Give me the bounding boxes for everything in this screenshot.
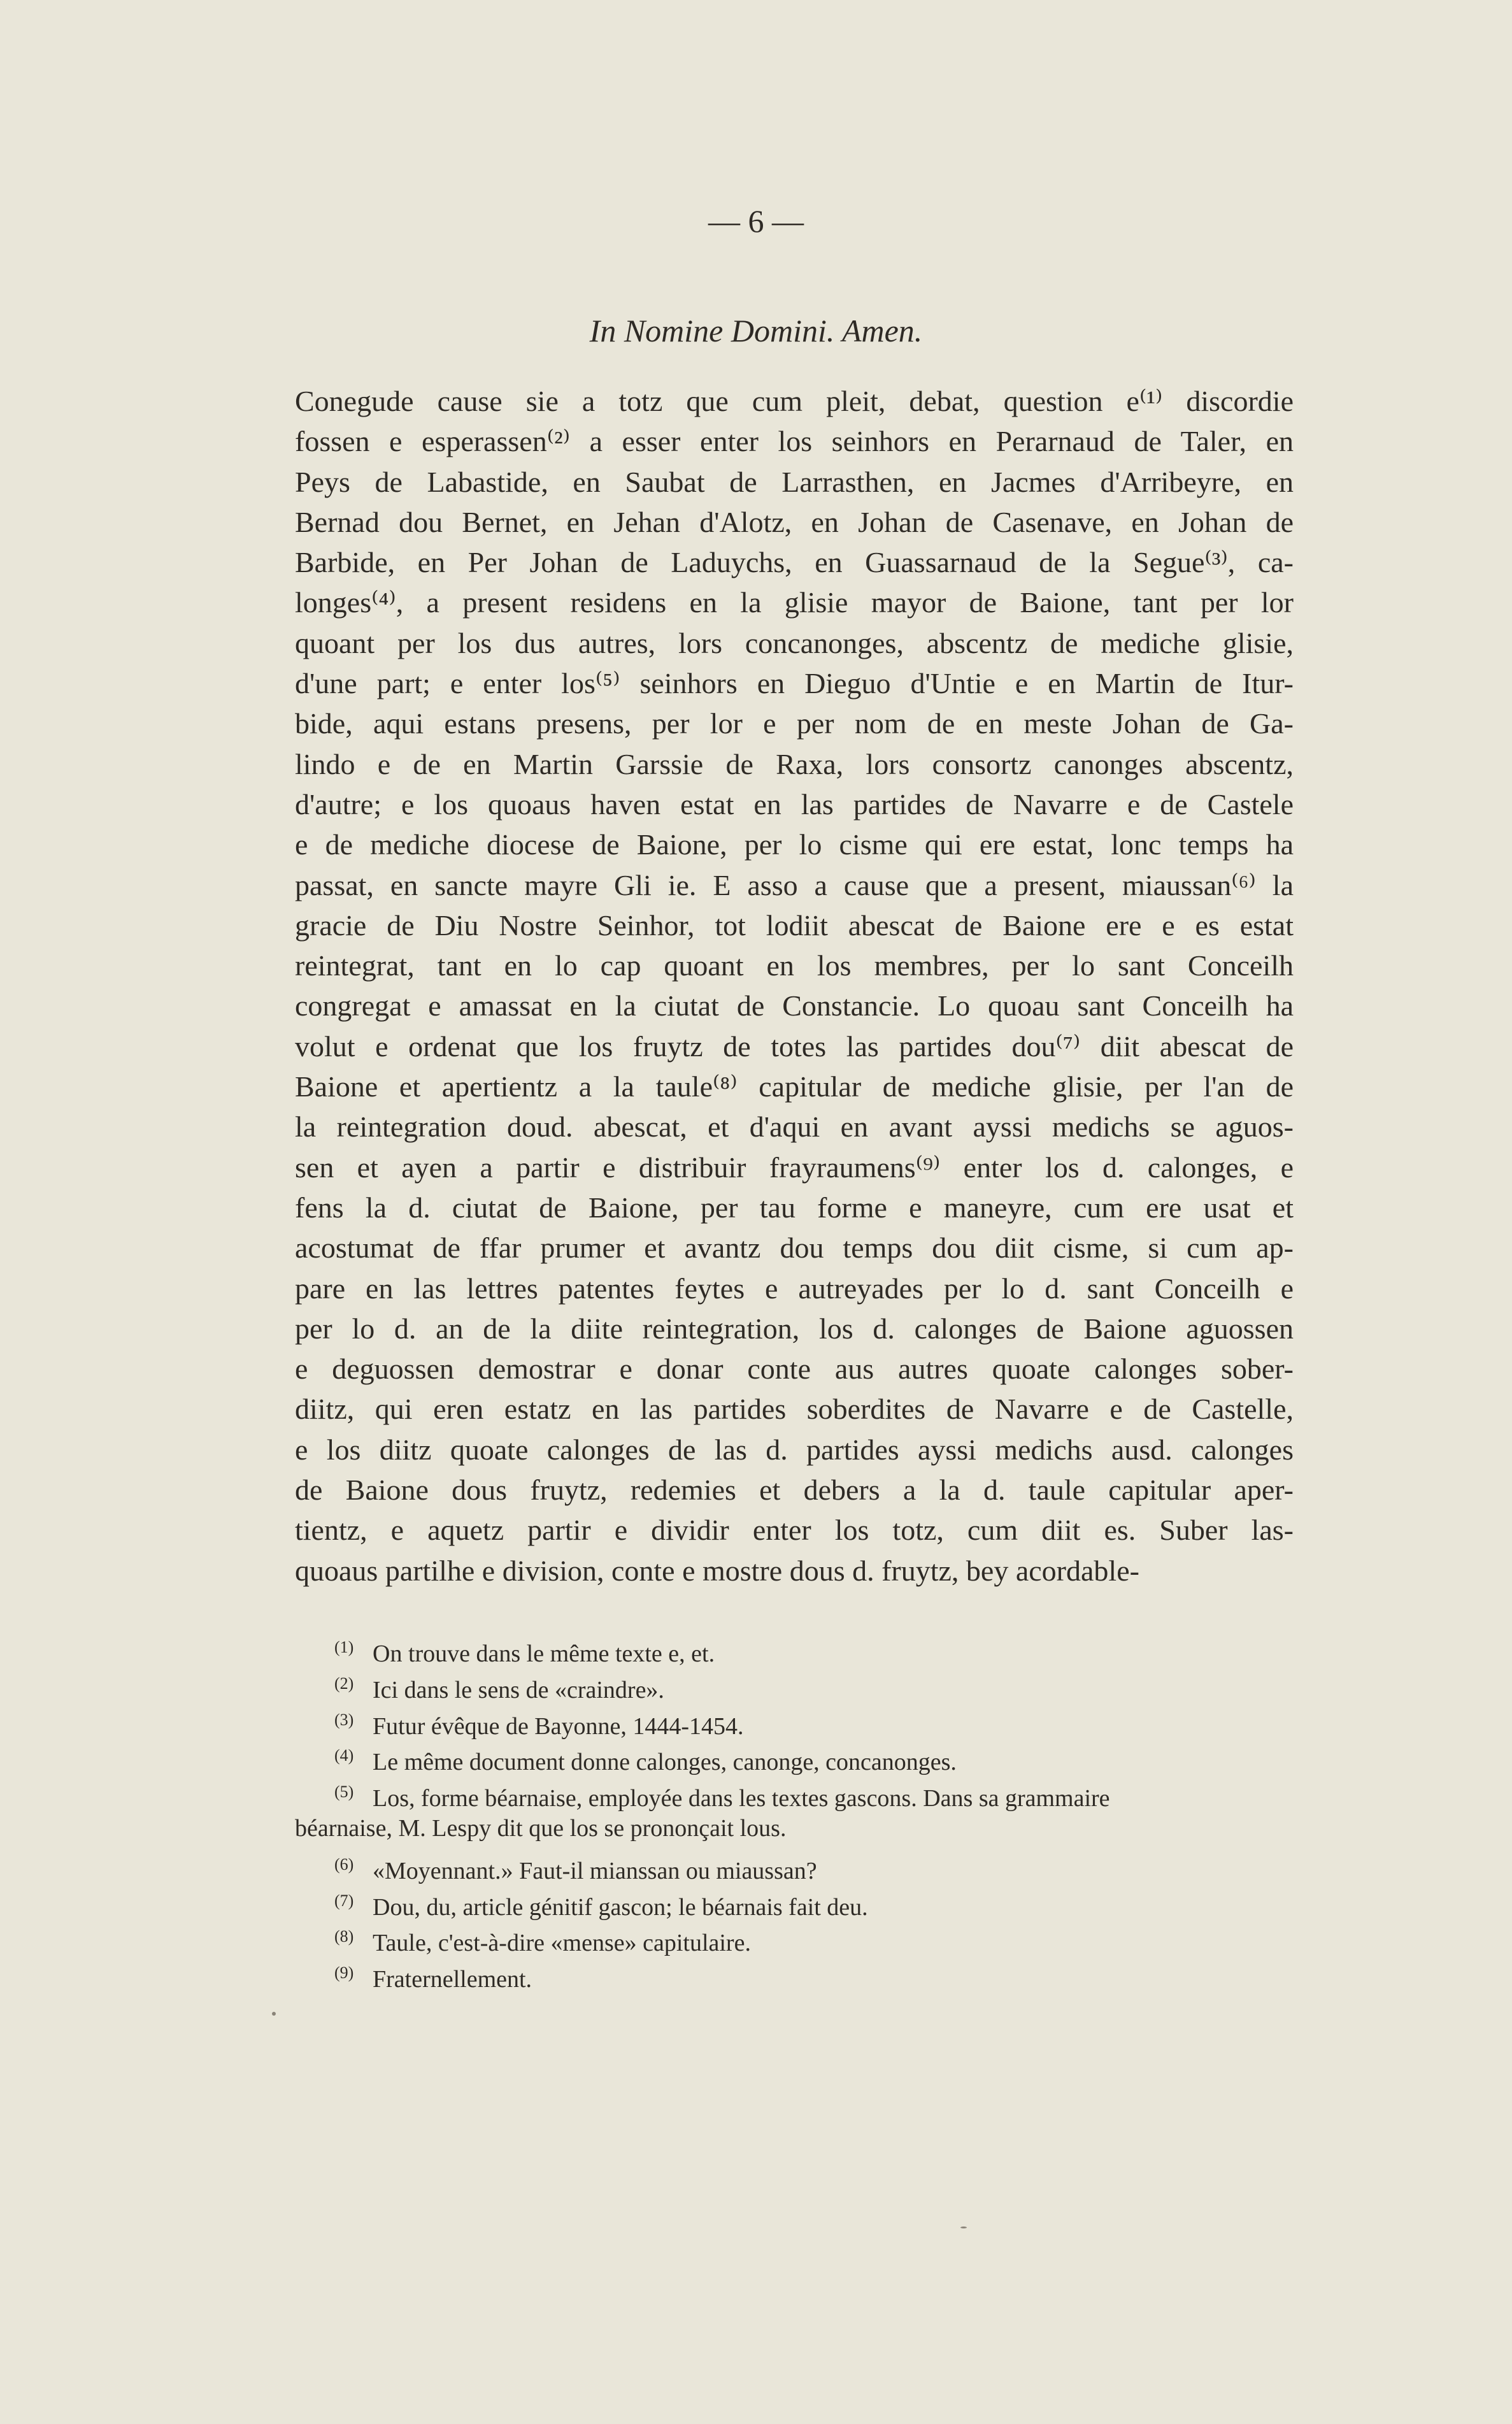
- body-line: volut e ordenat que los fruytz de totes las partides dou⁽⁷⁾ diit abescat de: [295, 1029, 1294, 1063]
- body-line: Conegude cause sie a totz que cum pleit, debat, question e⁽¹⁾ discordie: [295, 385, 1294, 417]
- body-line: tientz, e aquetz partir e dividir enter los totz, cum diit es. Suber las-: [295, 1514, 1294, 1547]
- footnote: [295, 1919, 1294, 1955]
- footnote-mark: (7): [334, 1891, 354, 1910]
- paper-speck: [960, 2227, 967, 2228]
- body-line: pare en las lettres patentes feytes e autreyades per lo d. sant Conceilh e: [295, 1272, 1294, 1305]
- body-line: e los diitz quoate calonges de las d. partides ayssi medichs ausd. calonges: [295, 1433, 1294, 1466]
- footnote-text: Ici dans le sens de «craindre».: [373, 1676, 664, 1703]
- footnote-text: Taule, c'est-à-dire «mense» capitulaire.: [373, 1930, 751, 1957]
- body-text: [295, 381, 1294, 1591]
- body-line: congregat e amassat en la ciutat de Constancie. Lo quoau sant Conceilh ha: [295, 989, 1294, 1022]
- body-line: quoant per los dus autres, lors concanonges, abscentz de mediche glisie,: [295, 626, 1294, 659]
- body-line: e deguossen demostrar e donar conte aus autres quoate calonges sober-: [295, 1352, 1294, 1386]
- footnote-mark: (9): [334, 1963, 354, 1983]
- footnote-mark: (4): [334, 1746, 354, 1765]
- footnote: [295, 1666, 1294, 1702]
- body-line: Bernad dou Bernet, en Jehan d'Alotz, en Johan de Casenave, en Johan de: [295, 505, 1294, 538]
- body-line: fens la d. ciutat de Baione, per tau forme e maneyre, cum ere usat et: [295, 1191, 1294, 1224]
- footnote: [295, 1738, 1294, 1774]
- footnote-text: béarnaise, M. Lespy dit que los se prononçait lous.: [295, 1814, 787, 1842]
- body-line: d'autre; e los quoaus haven estat en las partides de Navarre e de Castele: [295, 787, 1294, 821]
- section-heading: In Nomine Domini. Amen.: [589, 313, 923, 348]
- footnote-text: «Moyennant.» Faut-il mianssan ou miaussan?: [373, 1857, 817, 1884]
- footnote: [295, 1630, 1294, 1666]
- footnote-text: Los, forme béarnaise, employée dans les textes gascons. Dans sa grammaire: [373, 1785, 1110, 1812]
- paper-speck: [272, 2012, 276, 2016]
- footnote-text: On trouve dans le même texte e, et.: [373, 1640, 715, 1667]
- footnote-text: Dou, du, article génitif gascon; le béarnais fait deu.: [373, 1893, 868, 1921]
- footnote-mark: (3): [334, 1710, 354, 1729]
- footnote: [295, 1955, 1294, 1991]
- body-line: sen et ayen a partir e distribuir frayraumens⁽⁹⁾ enter los d. calonges, e: [295, 1151, 1294, 1184]
- footnote-text: Futur évêque de Bayonne, 1444-1454.: [373, 1712, 744, 1740]
- footnote-text: Le même document donne calonges, canonge, concanonges.: [373, 1749, 957, 1776]
- footnote: [295, 1847, 1294, 1883]
- body-line: d'une part; e enter los⁽⁵⁾ seinhors en Dieguo d'Untie e en Martin de Itur-: [295, 667, 1294, 700]
- body-line: de Baione dous fruytz, redemies et debers a la d. taule capitular aper-: [295, 1474, 1294, 1507]
- body-line: fossen e esperassen⁽²⁾ a esser enter los seinhors en Perarnaud de Taler, en: [295, 425, 1294, 458]
- body-line: passat, en sancte mayre Gli ie. E asso a cause que a present, miaussan⁽⁶⁾ la: [295, 868, 1294, 901]
- body-line: Barbide, en Per Johan de Laduychs, en Guassarnaud de la Segue⁽³⁾, ca-: [295, 546, 1294, 579]
- body-line: e de mediche diocese de Baione, per lo cisme qui ere estat, lonc temps ha: [295, 828, 1294, 861]
- body-line: la reintegration doud. abescat, et d'aqui en avant ayssi medichs se aguos-: [295, 1110, 1294, 1144]
- footnote-mark: (5): [334, 1782, 354, 1802]
- body-line: quoaus partilhe e division, conte e mostre dous d. fruytz, bey acordable-: [295, 1554, 1139, 1587]
- footnote-mark: (2): [334, 1674, 354, 1693]
- body-line: lindo e de en Martin Garssie de Raxa, lors consortz canonges abscentz,: [295, 747, 1294, 780]
- footnote-mark: (6): [334, 1854, 354, 1874]
- body-line: gracie de Diu Nostre Seinhor, tot lodiit abescat de Baione ere e es estat: [295, 908, 1294, 942]
- body-line: Peys de Labastide, en Saubat de Larrasthen, en Jacmes d'Arribeyre, en: [295, 465, 1294, 498]
- body-line: acostumat de ffar prumer et avantz dou temps dou diit cisme, si cum ap-: [295, 1231, 1294, 1265]
- footnote: [295, 1883, 1294, 1919]
- body-line: diitz, qui eren estatz en las partides soberdites de Navarre e de Castelle,: [295, 1393, 1294, 1426]
- footnote-continuation: [295, 1811, 1294, 1847]
- footnote: [295, 1702, 1294, 1739]
- body-line: longes⁽⁴⁾, a present residens en la glisie mayor de Baione, tant per lor: [295, 586, 1294, 619]
- footnote-mark: (1): [334, 1638, 354, 1656]
- footnote: [295, 1774, 1294, 1811]
- page-number: — 6 —: [708, 203, 804, 239]
- body-line: Baione et apertientz a la taule⁽⁸⁾ capitular de mediche glisie, per l'an de: [295, 1070, 1294, 1103]
- footnote-text: Fraternellement.: [373, 1966, 532, 1993]
- body-line: per lo d. an de la diite reintegration, los d. calonges de Baione aguossen: [295, 1312, 1294, 1345]
- body-line: reintegrat, tant en lo cap quoant en los membres, per lo sant Conceilh: [295, 949, 1294, 982]
- footnotes: [295, 1630, 1294, 1991]
- footnote-mark: (8): [334, 1927, 354, 1946]
- body-line: bide, aqui estans presens, per lor e per nom de en meste Johan de Ga-: [295, 707, 1294, 740]
